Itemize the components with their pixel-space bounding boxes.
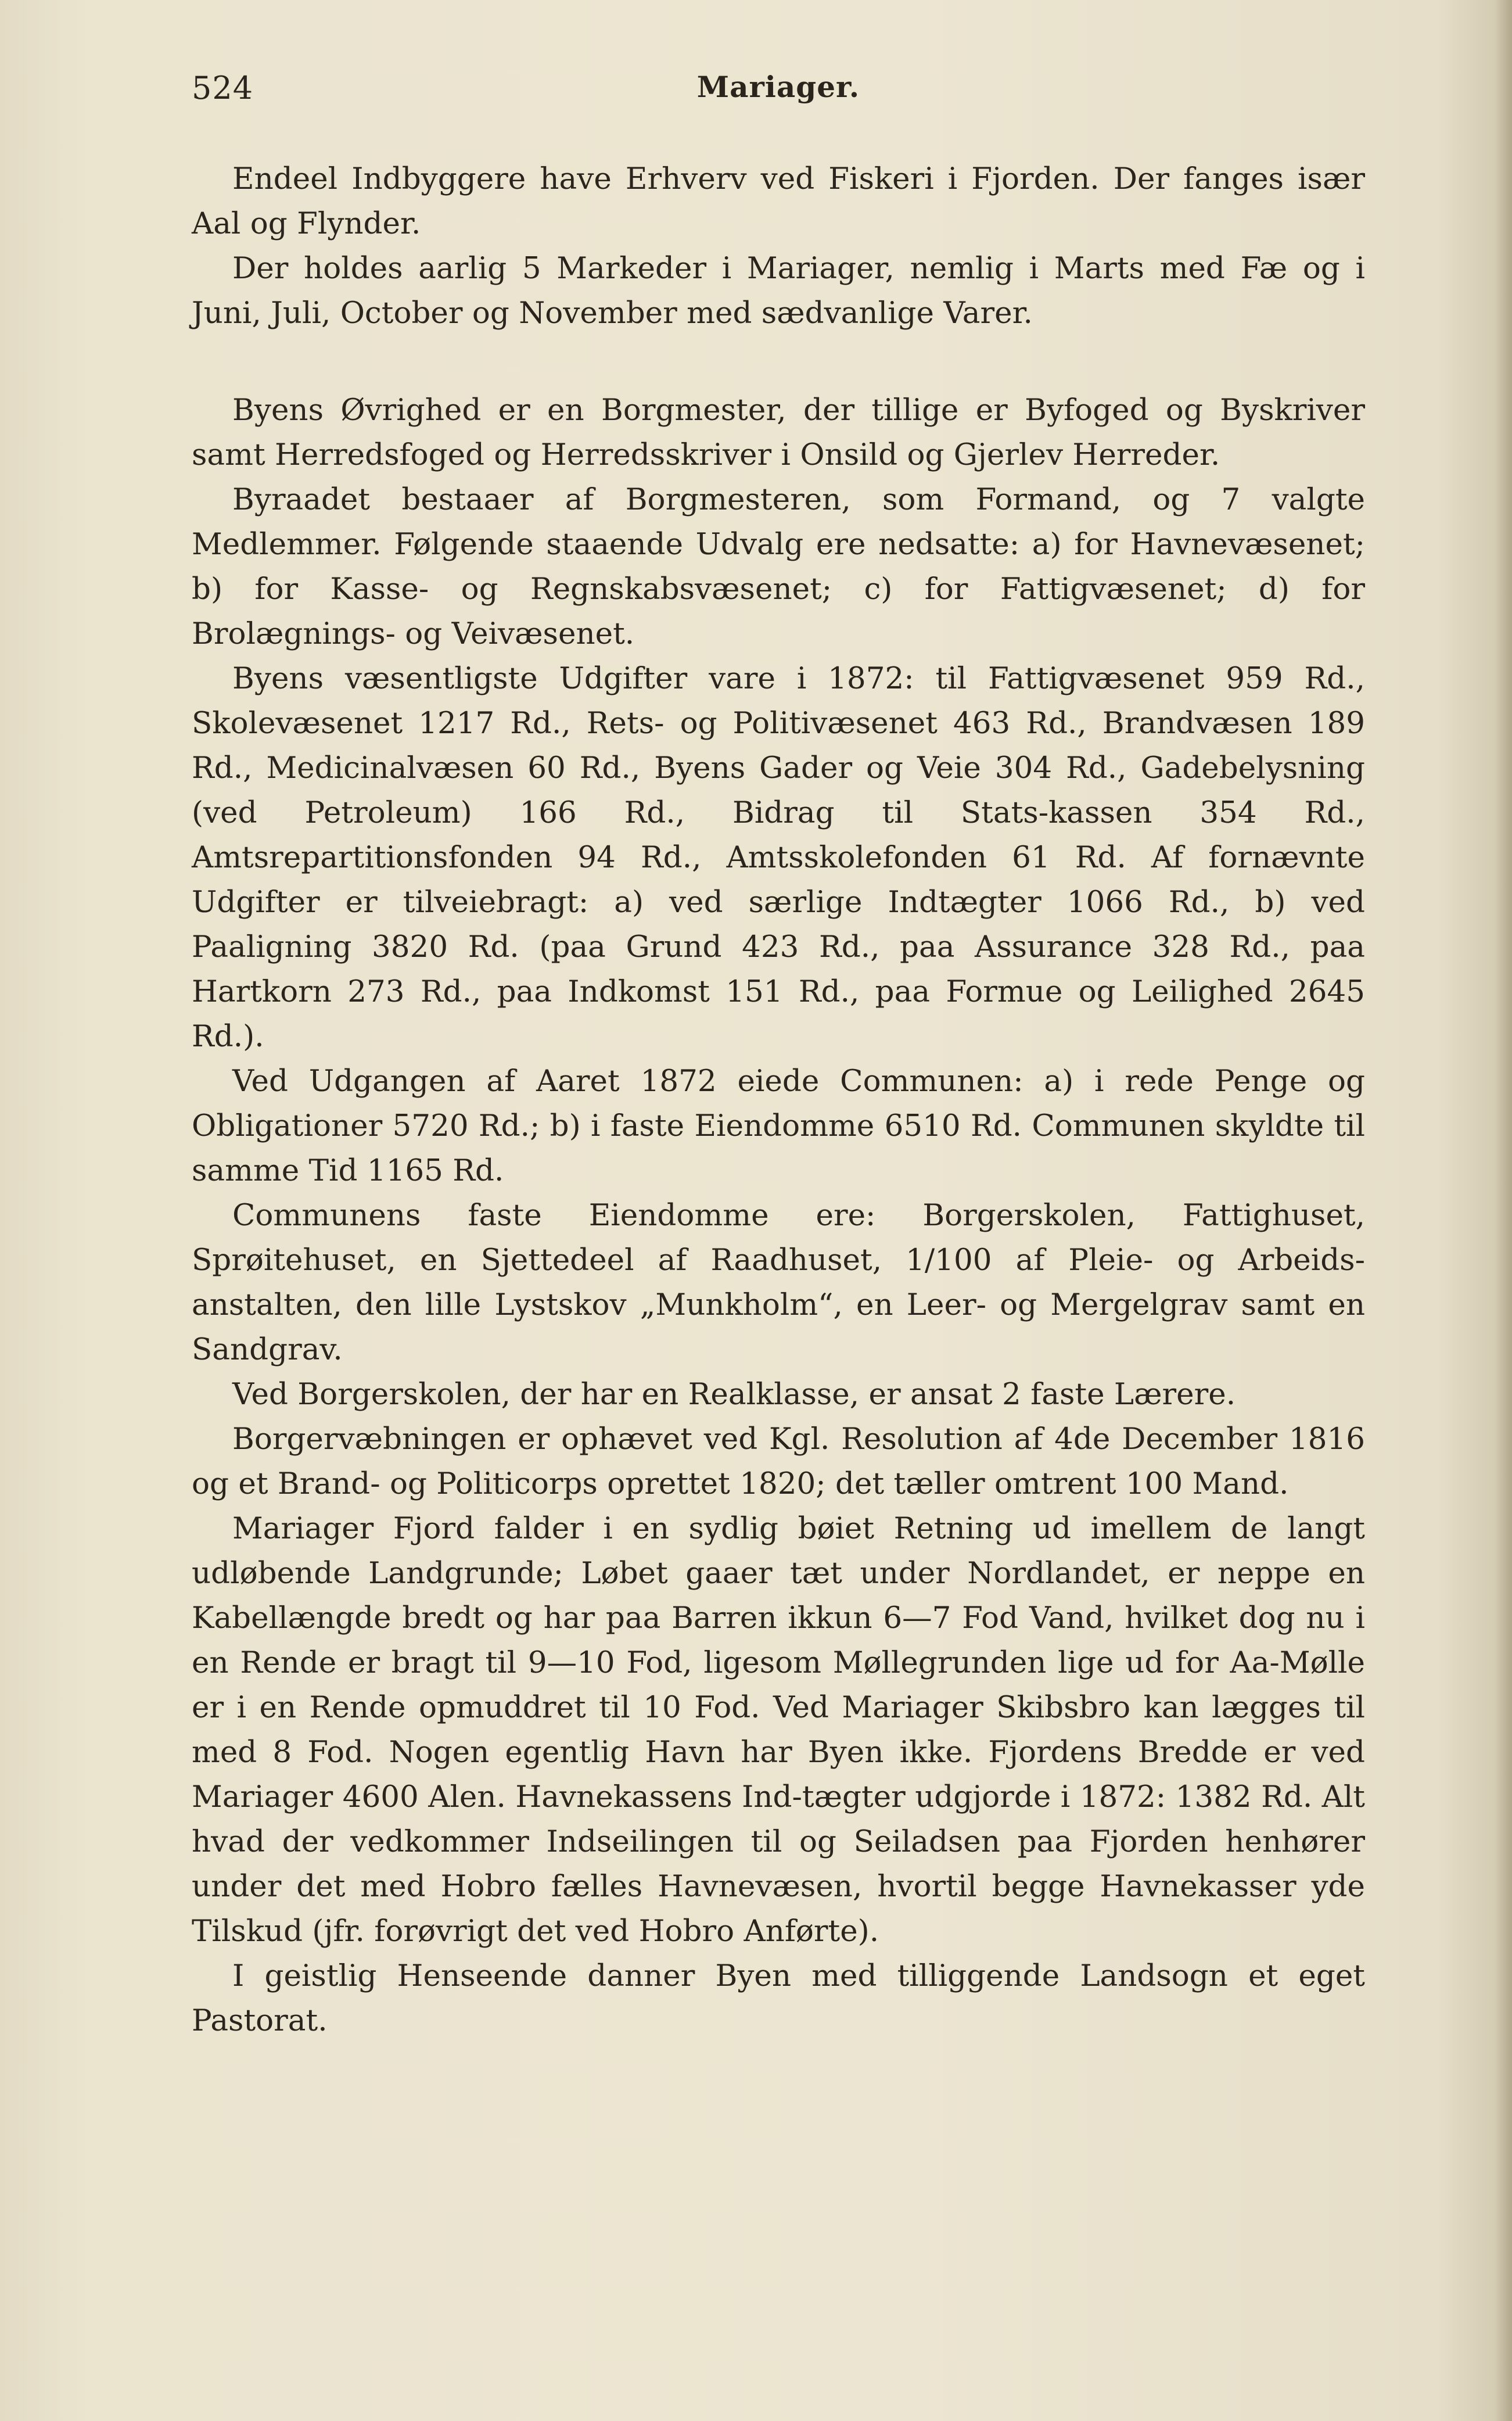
paragraph: Der holdes aarlig 5 Markeder i Mariager, nemlig i Marts med Fæ og i Juni, Juli, October og November med sædvanlige Varer. xyxy=(192,251,1365,331)
paragraph: Ved Udgangen af Aaret 1872 eiede Communen: a) i rede Penge og Obligationer 5720 Rd.; b) i faste Eiendomme 6510 Rd. Communen skyldte til samme Tid 1165 Rd. xyxy=(192,1064,1365,1188)
paragraph: I geistlig Henseende danner Byen med tilliggende Landsogn et eget Pastorat. xyxy=(192,1959,1365,2038)
page-edge-shadow xyxy=(1495,0,1512,2421)
paragraph: Byens Øvrighed er en Borgmester, der tillige er Byfoged og Byskriver samt Herredsfoged og Herredsskriver i Onsild og Gjerlev Herreder. xyxy=(192,393,1365,472)
paragraph: Ved Borgerskolen, der har en Realklasse, er ansat 2 faste Lærere. xyxy=(232,1377,1236,1412)
paragraph: Communens faste Eiendomme ere: Borgerskolen, Fattighuset, Sprøitehuset, en Sjettedeel af Raadhuset, 1/100 af Pleie- og Arbeids-anstalten, den lille Lystskov „Munkholm“, en Leer- og Mergelgrav samt en Sandgrav. xyxy=(192,1198,1365,1367)
page-header xyxy=(192,70,1365,116)
paragraph: Endeel Indbyggere have Erhverv ved Fiskeri i Fjorden. Der fanges især Aal og Flynder. xyxy=(192,162,1365,241)
paragraph: Borgervæbningen er ophævet ved Kgl. Resolution af 4de December 1816 og et Brand- og Politicorps oprettet 1820; det tæller omtrent 100 Mand. xyxy=(192,1422,1365,1501)
running-title: Mariager. xyxy=(696,70,860,104)
paragraph: Byens væsentligste Udgifter vare i 1872: til Fattigvæsenet 959 Rd., Skolevæsenet 1217 Rd., Rets- og Politivæsenet 463 Rd., Brandvæsen 189 Rd., Medicinalvæsen 60 Rd., Byens Gader og Veie 304 Rd., Gadebelysning (ved Petroleum) 166 Rd., Bidrag til Stats-kassen 354 Rd., Amtsrepartitionsfonden 94 Rd., Amtsskolefonden 61 Rd. Af fornævnte Udgifter er tilveiebragt: a) ved særlige Indtægter 1066 Rd., b) ved Paaligning 3820 Rd. (paa Grund 423 Rd., paa Assurance 328 Rd., paa Hartkorn 273 Rd., paa Indkomst 151 Rd., paa Formue og Leilighed 2645 Rd.). xyxy=(192,661,1365,1054)
paragraph: Mariager Fjord falder i en sydlig bøiet Retning ud imellem de langt udløbende Landgrunde; Løbet gaaer tæt under Nordlandet, er neppe en Kabellængde bredt og har paa Barren ikkun 6—7 Fod Vand, hvilket dog nu i en Rende er bragt til 9—10 Fod, ligesom Møllegrunden lige ud for Aa-Mølle er i en Rende opmuddret til 10 Fod. Ved Mariager Skibsbro kan lægges til med 8 Fod. Nogen egentlig Havn har Byen ikke. Fjordens Bredde er ved Mariager 4600 Alen. Havnekassens Ind-tægter udgjorde i 1872: 1382 Rd. Alt hvad der vedkommer Indseilingen til og Seiladsen paa Fjorden henhører under det med Hobro fælles Havnevæsen, hvortil begge Havnekasser yde Tilskud (jfr. forøvrigt det ved Hobro Anførte). xyxy=(192,1511,1365,1949)
paragraph: Byraadet bestaaer af Borgmesteren, som Formand, og 7 valgte Medlemmer. Følgende staaende Udvalg ere nedsatte: a) for Havnevæsenet; b) for Kasse- og Regnskabsvæsenet; c) for Fattigvæsenet; d) for Brolægnings- og Veivæsenet. xyxy=(192,482,1365,651)
page-number: 524 xyxy=(192,70,254,106)
body-text xyxy=(192,157,1365,2043)
